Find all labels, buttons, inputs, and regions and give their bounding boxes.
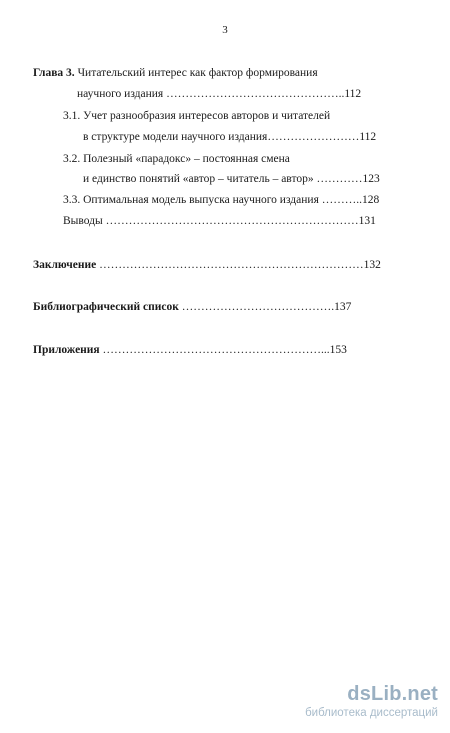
chapter-title: Читательский интерес как фактор формирования <box>77 67 318 79</box>
toc-chapter-3-line1 <box>33 66 318 80</box>
toc-conclusions: Выводы …………………………………………………………131 <box>63 215 376 227</box>
bibliography-title: Библиографический список <box>33 301 179 313</box>
conclusion-title: Заключение <box>33 259 97 271</box>
chapter-label: Глава 3. <box>33 67 75 79</box>
toc-section-3-2-line1: 3.2. Полезный «парадокс» – постоянная смена <box>63 153 290 165</box>
toc-section-3-2-line2: и единство понятий «автор – читатель – автор» …………123 <box>83 173 380 185</box>
toc-appendices <box>33 343 347 357</box>
toc-chapter-3-line2: научного издания ………………………………………..112 <box>77 88 362 100</box>
dslib-subtitle: библиотека диссертаций <box>305 707 438 719</box>
dslib-watermark <box>305 683 438 719</box>
page-number: 3 <box>222 24 228 36</box>
toc-section-3-3: 3.3. Оптимальная модель выпуска научного издания ………..128 <box>63 194 380 206</box>
toc-bibliography <box>33 300 351 314</box>
conclusion-dots-page: ……………………………………………………………132 <box>99 259 381 271</box>
toc-conclusion <box>33 258 381 272</box>
appendices-dots-page: …………………………………………………...153 <box>102 344 347 356</box>
appendices-title: Приложения <box>33 344 100 356</box>
toc-section-3-1-line1: 3.1. Учет разнообразия интересов авторов и читателей <box>63 110 331 122</box>
bibliography-dots-page: ………………………………….137 <box>181 301 352 313</box>
dslib-logo: dsLib.net <box>347 683 438 705</box>
toc-section-3-1-line2: в структуре модели научного издания……………………112 <box>83 131 377 143</box>
